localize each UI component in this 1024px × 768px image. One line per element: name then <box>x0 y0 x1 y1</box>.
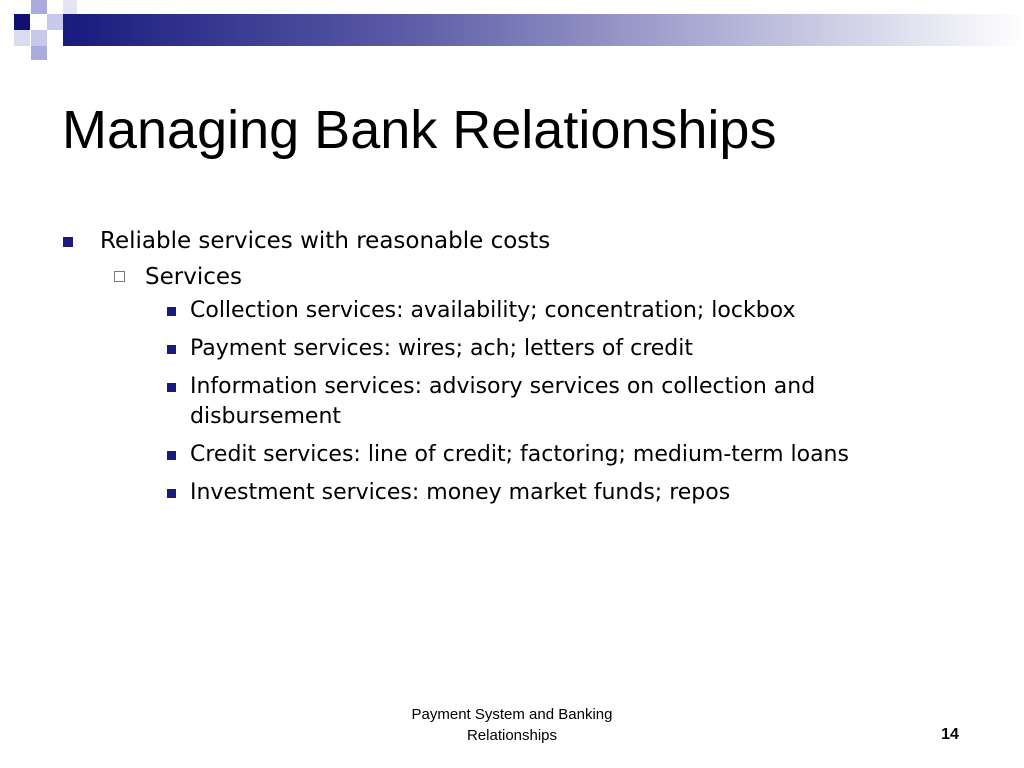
decor-square <box>63 0 77 14</box>
decor-square <box>31 0 47 14</box>
slide-title: Managing Bank Relationships <box>62 100 777 160</box>
service-text: Payment services: wires; ach; letters of credit <box>190 336 694 361</box>
sub-bullet-list <box>100 258 960 508</box>
bullet-item <box>60 224 960 508</box>
square-bullet-icon <box>167 383 176 392</box>
decor-square <box>14 30 30 46</box>
footer-line: Relationships <box>466 727 558 744</box>
page-number: 14 <box>941 726 959 743</box>
service-item <box>145 478 960 508</box>
service-item <box>145 296 960 326</box>
square-bullet-icon <box>167 451 176 460</box>
decor-square <box>47 14 63 30</box>
header-gradient-bar <box>63 14 1024 46</box>
decor-square <box>31 46 47 60</box>
service-item <box>145 334 960 364</box>
bullet-list <box>60 224 960 516</box>
decor-square <box>14 14 30 30</box>
bullet-text: Reliable services with reasonable costs <box>100 228 551 254</box>
square-bullet-icon <box>167 489 176 498</box>
service-text: Information services: advisory services on collection and disbursement <box>190 374 816 429</box>
sub-bullet-item <box>100 258 960 508</box>
decor-square <box>31 30 47 46</box>
hollow-square-bullet-icon <box>114 271 125 282</box>
footer-line: Payment System and Banking <box>411 706 613 723</box>
square-bullet-icon <box>167 307 176 316</box>
service-text: Investment services: money market funds; repos <box>190 480 731 505</box>
service-item <box>145 372 960 432</box>
square-bullet-icon <box>63 237 73 247</box>
slide-footer <box>372 704 652 746</box>
service-list <box>145 296 960 508</box>
square-bullet-icon <box>167 345 176 354</box>
service-text: Credit services: line of credit; factoring; medium-term loans <box>190 442 849 467</box>
sub-bullet-text: Services <box>145 264 242 290</box>
service-item <box>145 440 960 470</box>
service-text: Collection services: availability; concentration; lockbox <box>190 298 796 323</box>
